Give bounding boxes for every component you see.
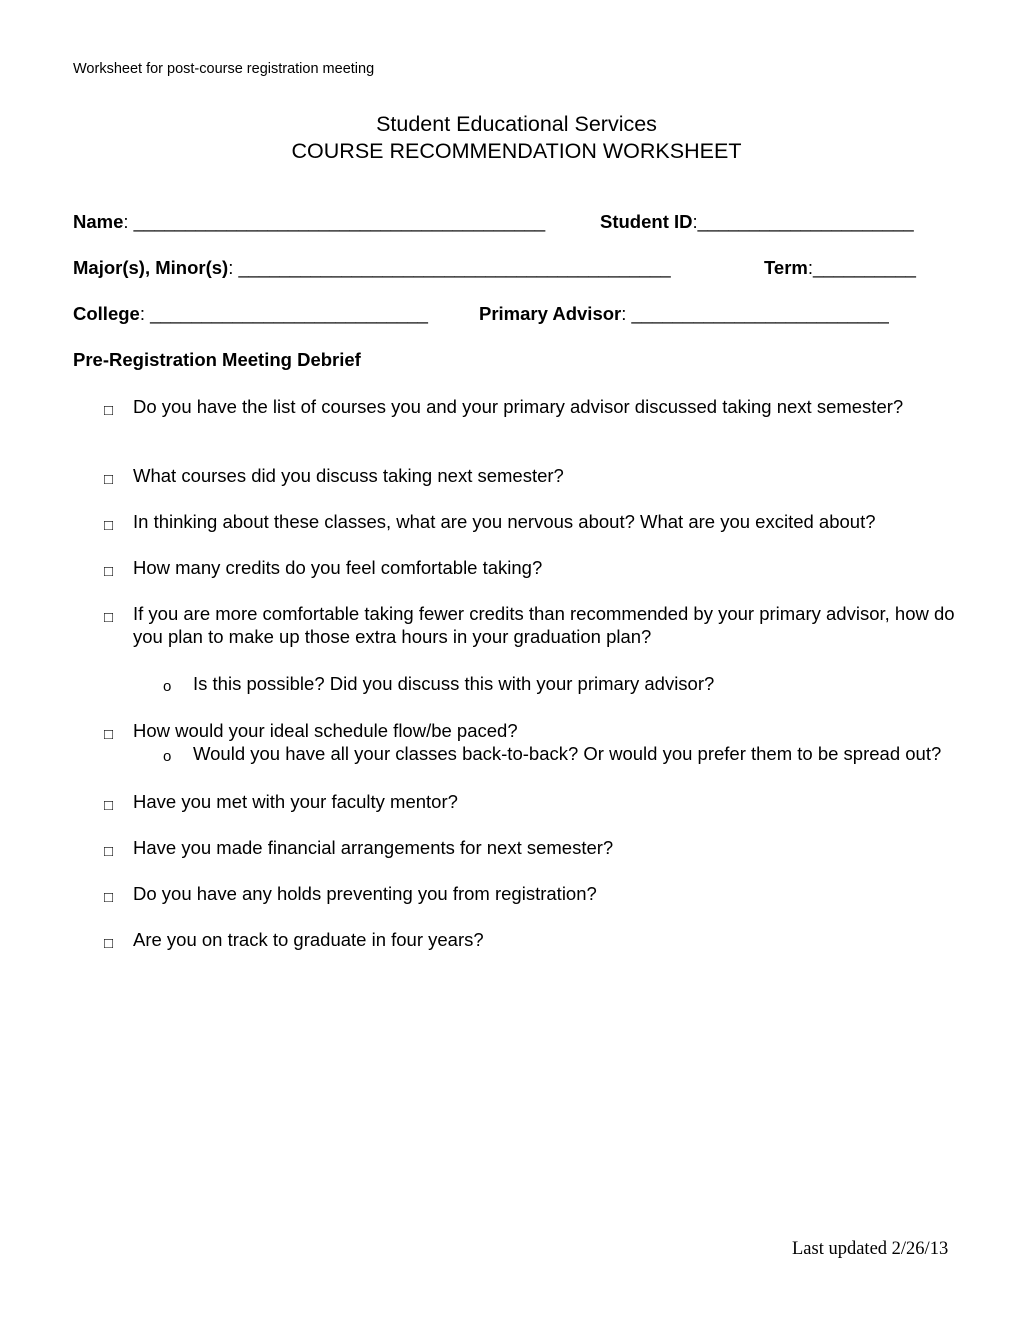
- question-text: In thinking about these classes, what are you nervous about? What are you excited about?: [133, 511, 876, 532]
- term-blank[interactable]: :__________: [807, 257, 916, 278]
- name-field[interactable]: [73, 211, 545, 233]
- question-text: Do you have any holds preventing you from registration?: [133, 883, 597, 904]
- college-blank[interactable]: : ___________________________: [139, 303, 428, 324]
- name-label: Name: [73, 211, 124, 232]
- last-updated: Last updated 2/26/13: [792, 1239, 949, 1259]
- name-blank[interactable]: : ________________________________________: [123, 211, 546, 232]
- checkbox-icon[interactable]: □: [104, 726, 114, 743]
- title-organization: Student Educational Services: [376, 112, 657, 136]
- question-text: Have you met with your faculty mentor?: [133, 791, 458, 812]
- primary-advisor-field[interactable]: [479, 303, 889, 325]
- question-text: How would your ideal schedule flow/be paced?: [133, 720, 518, 741]
- question-text: Do you have the list of courses you and your primary advisor discussed taking next semester?: [133, 396, 904, 417]
- college-field[interactable]: [73, 303, 428, 325]
- student-id-blank[interactable]: :_____________________: [692, 211, 914, 232]
- header-note: Worksheet for post-course registration meeting: [73, 61, 375, 77]
- checkbox-icon[interactable]: □: [104, 563, 114, 580]
- checkbox-icon[interactable]: □: [104, 471, 114, 488]
- primary-advisor-blank[interactable]: : _________________________: [621, 303, 889, 324]
- student-id-field[interactable]: [600, 211, 914, 233]
- term-field[interactable]: [764, 257, 916, 279]
- circle-bullet-icon: o: [163, 678, 172, 695]
- checkbox-icon[interactable]: □: [104, 402, 114, 419]
- title-worksheet: COURSE RECOMMENDATION WORKSHEET: [291, 139, 742, 163]
- student-id-label: Student ID: [600, 211, 693, 232]
- question-text: Are you on track to graduate in four years?: [133, 929, 484, 950]
- major-minor-blank[interactable]: : __________________________________________: [228, 257, 671, 278]
- sub-question-text: Would you have all your classes back-to-back? Or would you prefer them to be spread out?: [193, 743, 942, 764]
- term-label: Term: [764, 257, 808, 278]
- checkbox-icon[interactable]: □: [104, 843, 114, 860]
- checkbox-icon[interactable]: □: [104, 517, 114, 534]
- checkbox-icon[interactable]: □: [104, 889, 114, 906]
- checkbox-icon[interactable]: □: [104, 797, 114, 814]
- question-text: What courses did you discuss taking next semester?: [133, 465, 564, 486]
- circle-bullet-icon: o: [163, 748, 172, 765]
- section-heading: Pre-Registration Meeting Debrief: [73, 349, 361, 370]
- checkbox-icon[interactable]: □: [104, 935, 114, 952]
- question-text: If you are more comfortable taking fewer credits than recommended by your primary advisor, how do you plan to make up those extra hours in your graduation plan?: [133, 603, 955, 647]
- major-minor-label: Major(s), Minor(s): [73, 257, 229, 278]
- question-text: Have you made financial arrangements for next semester?: [133, 837, 614, 858]
- major-minor-field[interactable]: [73, 257, 671, 279]
- primary-advisor-label: Primary Advisor: [479, 303, 622, 324]
- sub-question-text: Is this possible? Did you discuss this with your primary advisor?: [193, 673, 715, 694]
- college-label: College: [73, 303, 140, 324]
- checkbox-icon[interactable]: □: [104, 609, 114, 626]
- question-text: How many credits do you feel comfortable taking?: [133, 557, 543, 578]
